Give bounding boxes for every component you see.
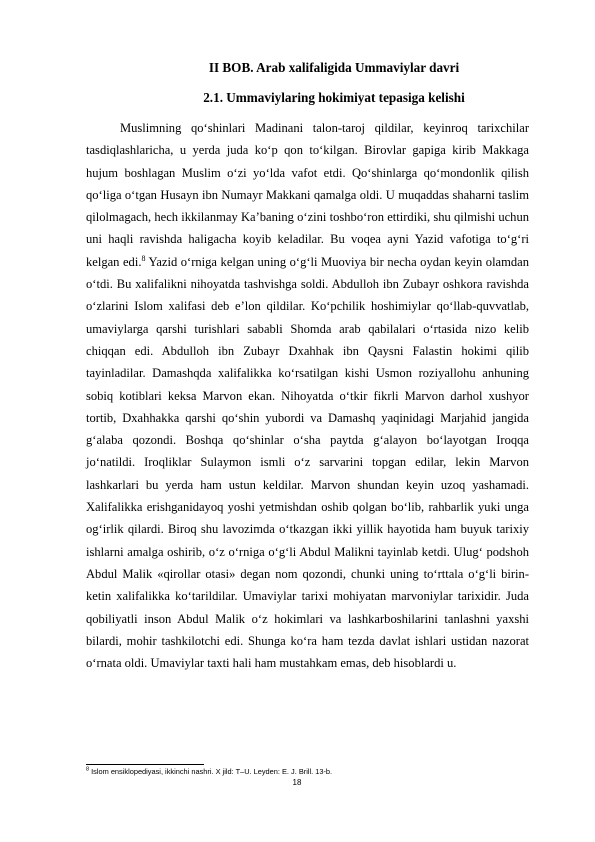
footnote-text: Islom ensiklopediyasi, ikkinchi nashri. X jild: T–U. Leyden: E. J. Brill. 13-b.	[89, 767, 333, 776]
page-number: 18	[292, 778, 302, 787]
chapter-title: II BOB. Arab xalifaligida Ummaviylar davri	[208, 60, 460, 75]
section-title: 2.1. Ummaviylaring hokimiyat tepasiga kelishi	[203, 90, 465, 105]
footnote-reference[interactable]: 8	[141, 253, 146, 263]
paragraph-text-part1: Muslimning qo‘shinlari Madinani talon-taroj qildilar, keyinroq tarixchilar tasdiqlashlaricha, u yerda juda ko‘p qon to‘kilgan. Birovlar gapiga kirib Makkaga hujum boshlagan Muslim o‘zi yo‘lda vafot etdi. Qo‘shinlarga qo‘mondonlik qilish qo‘liga o‘tgan Husayn ibn Numayr Makkani qamalga oldi. U muqaddas shaharni taslim qilolmagach, hech ikkilanmay Ka’baning o‘zini toshbo‘ron ettirdiki, shu qilmishi uchun uni haqli ravishda haligacha koyib keladilar. Bu voqea ayni Yazid vafotiga to‘g‘ri kelgan edi.	[86, 121, 529, 269]
paragraph-text-part2: Yazid o‘rniga kelgan uning o‘g‘li Muoviya bir necha oydan keyin olamdan o‘tdi. Bu xalifalikni nihoyatda tashvishga soldi. Abdulloh ibn Zubayr oshkora ravishda o‘zlarini Islom xalifasi deb e’lon qildilar. Ko‘pchilik hoshimiylar qo‘llab-quvvatlab, umaviylarga qarshi turishlari sababli Shomda arab qabilalari o‘rtasida nizo kelib chiqqan edi. Abdulloh ibn Zubayr Dxahhak ibn Qaysni Falastin hokimi qilib tayinladilar. Damashqda xalifalikka ko‘rsatilgan kishi Usmon roziyallohu anhuning sobiq kotiblari keksa Marvon ekan. Nihoyatda o‘tkir fikrli Marvon darhol xushyor tortib, Dxahhakka qarshi qo‘shin yubordi va Damashq yaqinidagi Marjahid jangida g‘alaba qozondi. Boshqa qo‘shinlar o‘sha paytda g‘alayon bo‘layotgan Iroqqa jo‘natildi. Iroqliklar Sulaymon ismli o‘z sarvarini topgan edilar, lekin Marvon lashkarlari bu yerda ham ustun keldilar. Marvon shundan keyin uzoq yashamadi. Xalifalikka erishganidayoq yoshi yetmishdan oshib qolgan bo‘lib, rahbarlik yuki unga og‘irlik qilardi. Biroq shu lavozimda o‘tkazgan ikki yillik hayotida ham buyuk tarixiy ishlarni amalga oshirib, o‘z o‘rniga o‘g‘li Abdul Malikni tayinlab ketdi. Ulug‘ podshoh Abdul Malik «qirollar otasi» degan nom qozondi, chunki uning to‘rttala o‘g‘li birin-ketin xalifalikka ko‘tarildilar. Umaviylar tarixi mohiyatan marvoniylar tarixidir. Juda qobiliyatli inson Abdul Malik o‘z hokimlari va lashkarboshilarini tanlashni yaxshi bilardi, mohir tashkilotchi edi. Shunga ko‘ra ham tezda davlat ishlari ustidan nazorat o‘rnata oldi. Umaviylar taxti hali ham mustahkam emas, deb hisoblardi u.	[86, 254, 530, 671]
footnote-number: 8	[86, 766, 90, 773]
footnote	[86, 767, 546, 777]
body-paragraph	[86, 117, 529, 674]
footnote-divider	[86, 764, 204, 765]
